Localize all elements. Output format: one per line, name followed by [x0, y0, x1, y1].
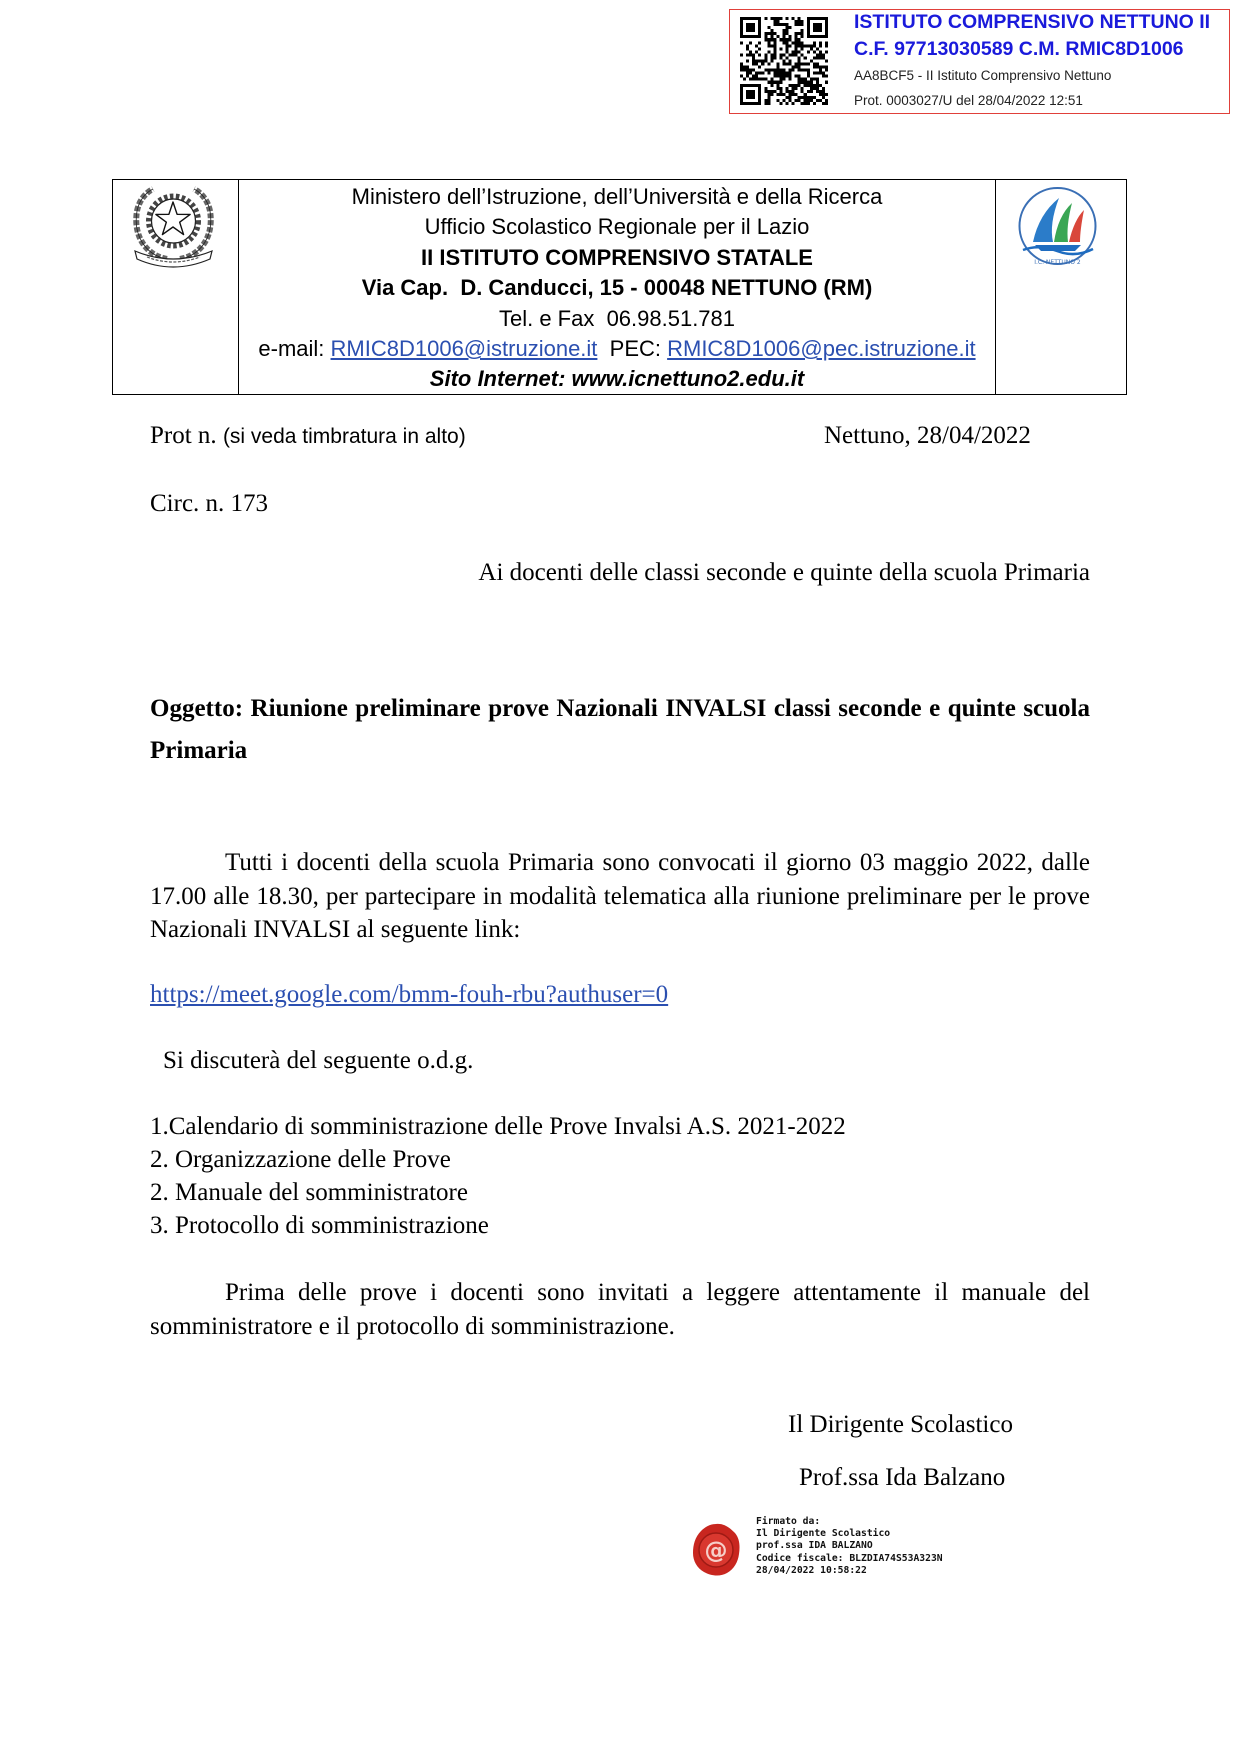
pec-label: PEC:	[597, 336, 668, 362]
meeting-link[interactable]: https://meet.google.com/bmm-fouh-rbu?authuser=0	[150, 981, 669, 1008]
email-link[interactable]: RMIC8D1006@istruzione.it	[330, 336, 598, 362]
letterhead-logo-cell	[996, 180, 1126, 394]
school-logo-text: I.C. NETTUNO 2	[1034, 259, 1081, 266]
signature-info-line: Firmato da:	[756, 1516, 821, 1527]
subject-line: Primaria	[150, 737, 248, 764]
signatory-role: Il Dirigente Scolastico	[788, 1411, 1013, 1438]
website-line: Sito Internet: www.icnettuno2.edu.it	[429, 366, 805, 392]
regional-office-line: Ufficio Scolastico Regionale per il Lazio	[424, 214, 810, 240]
email-line	[239, 334, 995, 364]
stamp-protocol-number: Prot. 0003027/U del 28/04/2022 12:51	[854, 93, 1083, 108]
digital-signature-info	[756, 1516, 943, 1577]
protocol-line	[150, 419, 466, 454]
pec-email-link[interactable]: RMIC8D1006@pec.istruzione.it	[667, 336, 976, 362]
paragraph-line: 17.00 alle 18.30, per partecipare in modalità telematica alla riunione preliminare per le prove	[150, 883, 1090, 910]
protocol-stamp	[729, 9, 1230, 114]
school-address: Via Cap. D. Canducci, 15 - 00048 NETTUNO (RM)	[361, 275, 873, 301]
circular-number: Circ. n. 173	[150, 490, 269, 517]
agenda-item: 3. Protocollo di somministrazione	[150, 1212, 489, 1239]
protocol-note: (si veda timbratura in alto)	[222, 425, 466, 448]
signature-info-line: prof.ssa IDA BALZANO	[756, 1540, 873, 1552]
stamp-codes: C.F. 97713030589 C.M. RMIC8D1006	[854, 38, 1184, 60]
italian-republic-emblem-icon	[127, 183, 220, 269]
agenda-intro: Si discuterà del seguente o.d.g.	[163, 1047, 474, 1074]
school-name: II ISTITUTO COMPRENSIVO STATALE	[421, 244, 813, 270]
agenda-item: 2. Organizzazione delle Prove	[150, 1146, 451, 1173]
paragraph-line: somministratore e il protocollo di somministrazione.	[150, 1313, 675, 1340]
protocol-label: Prot n.	[150, 422, 217, 449]
signature-info-line: Codice fiscale: BLZDIA74S53A323N	[756, 1552, 943, 1564]
letterhead-text	[239, 180, 996, 394]
paragraph-line: Prima delle prove i docenti sono invitati a leggere attentamente il manuale del	[225, 1279, 1090, 1306]
wax-seal-icon	[690, 1520, 742, 1578]
recipients-line: Ai docenti delle classi seconde e quinte della scuola Primaria	[478, 559, 1090, 586]
agenda-item: 1.Calendario di somministrazione delle Prove Invalsi A.S. 2021-2022	[150, 1113, 846, 1140]
letterhead-table	[112, 179, 1127, 395]
letterhead-emblem-cell	[113, 180, 239, 394]
agenda-list	[150, 1110, 846, 1242]
stamp-institute: ISTITUTO COMPRENSIVO NETTUNO II	[854, 11, 1211, 33]
signatory-name: Prof.ssa Ida Balzano	[799, 1464, 1006, 1491]
subject-line: Oggetto: Riunione preliminare prove Nazionali INVALSI classi seconde e quinte scuola	[150, 695, 1090, 722]
phone-fax-line: Tel. e Fax 06.98.51.781	[498, 305, 736, 331]
agenda-item: 2. Manuale del somministratore	[150, 1179, 468, 1206]
email-label: e-mail:	[258, 336, 331, 362]
qr-code-icon	[740, 17, 828, 105]
signature-info-line: Il Dirigente Scolastico	[756, 1528, 891, 1540]
ic-nettuno-2-sailboat-logo-icon	[1013, 184, 1102, 272]
stamp-aoo: AA8BCF5 - II Istituto Comprensivo Nettuno	[854, 68, 1112, 83]
seal-symbol: @	[704, 1538, 728, 1564]
ministry-line: Ministero dell’Istruzione, dell’Università e della Ricerca	[351, 184, 883, 209]
place-date: Nettuno, 28/04/2022	[824, 422, 1031, 449]
signature-info-line: 28/04/2022 10:58:22	[756, 1564, 867, 1576]
paragraph-line: Nazionali INVALSI al seguente link:	[150, 916, 521, 943]
paragraph-line: Tutti i docenti della scuola Primaria sono convocati il giorno 03 maggio 2022, dalle	[225, 849, 1090, 876]
